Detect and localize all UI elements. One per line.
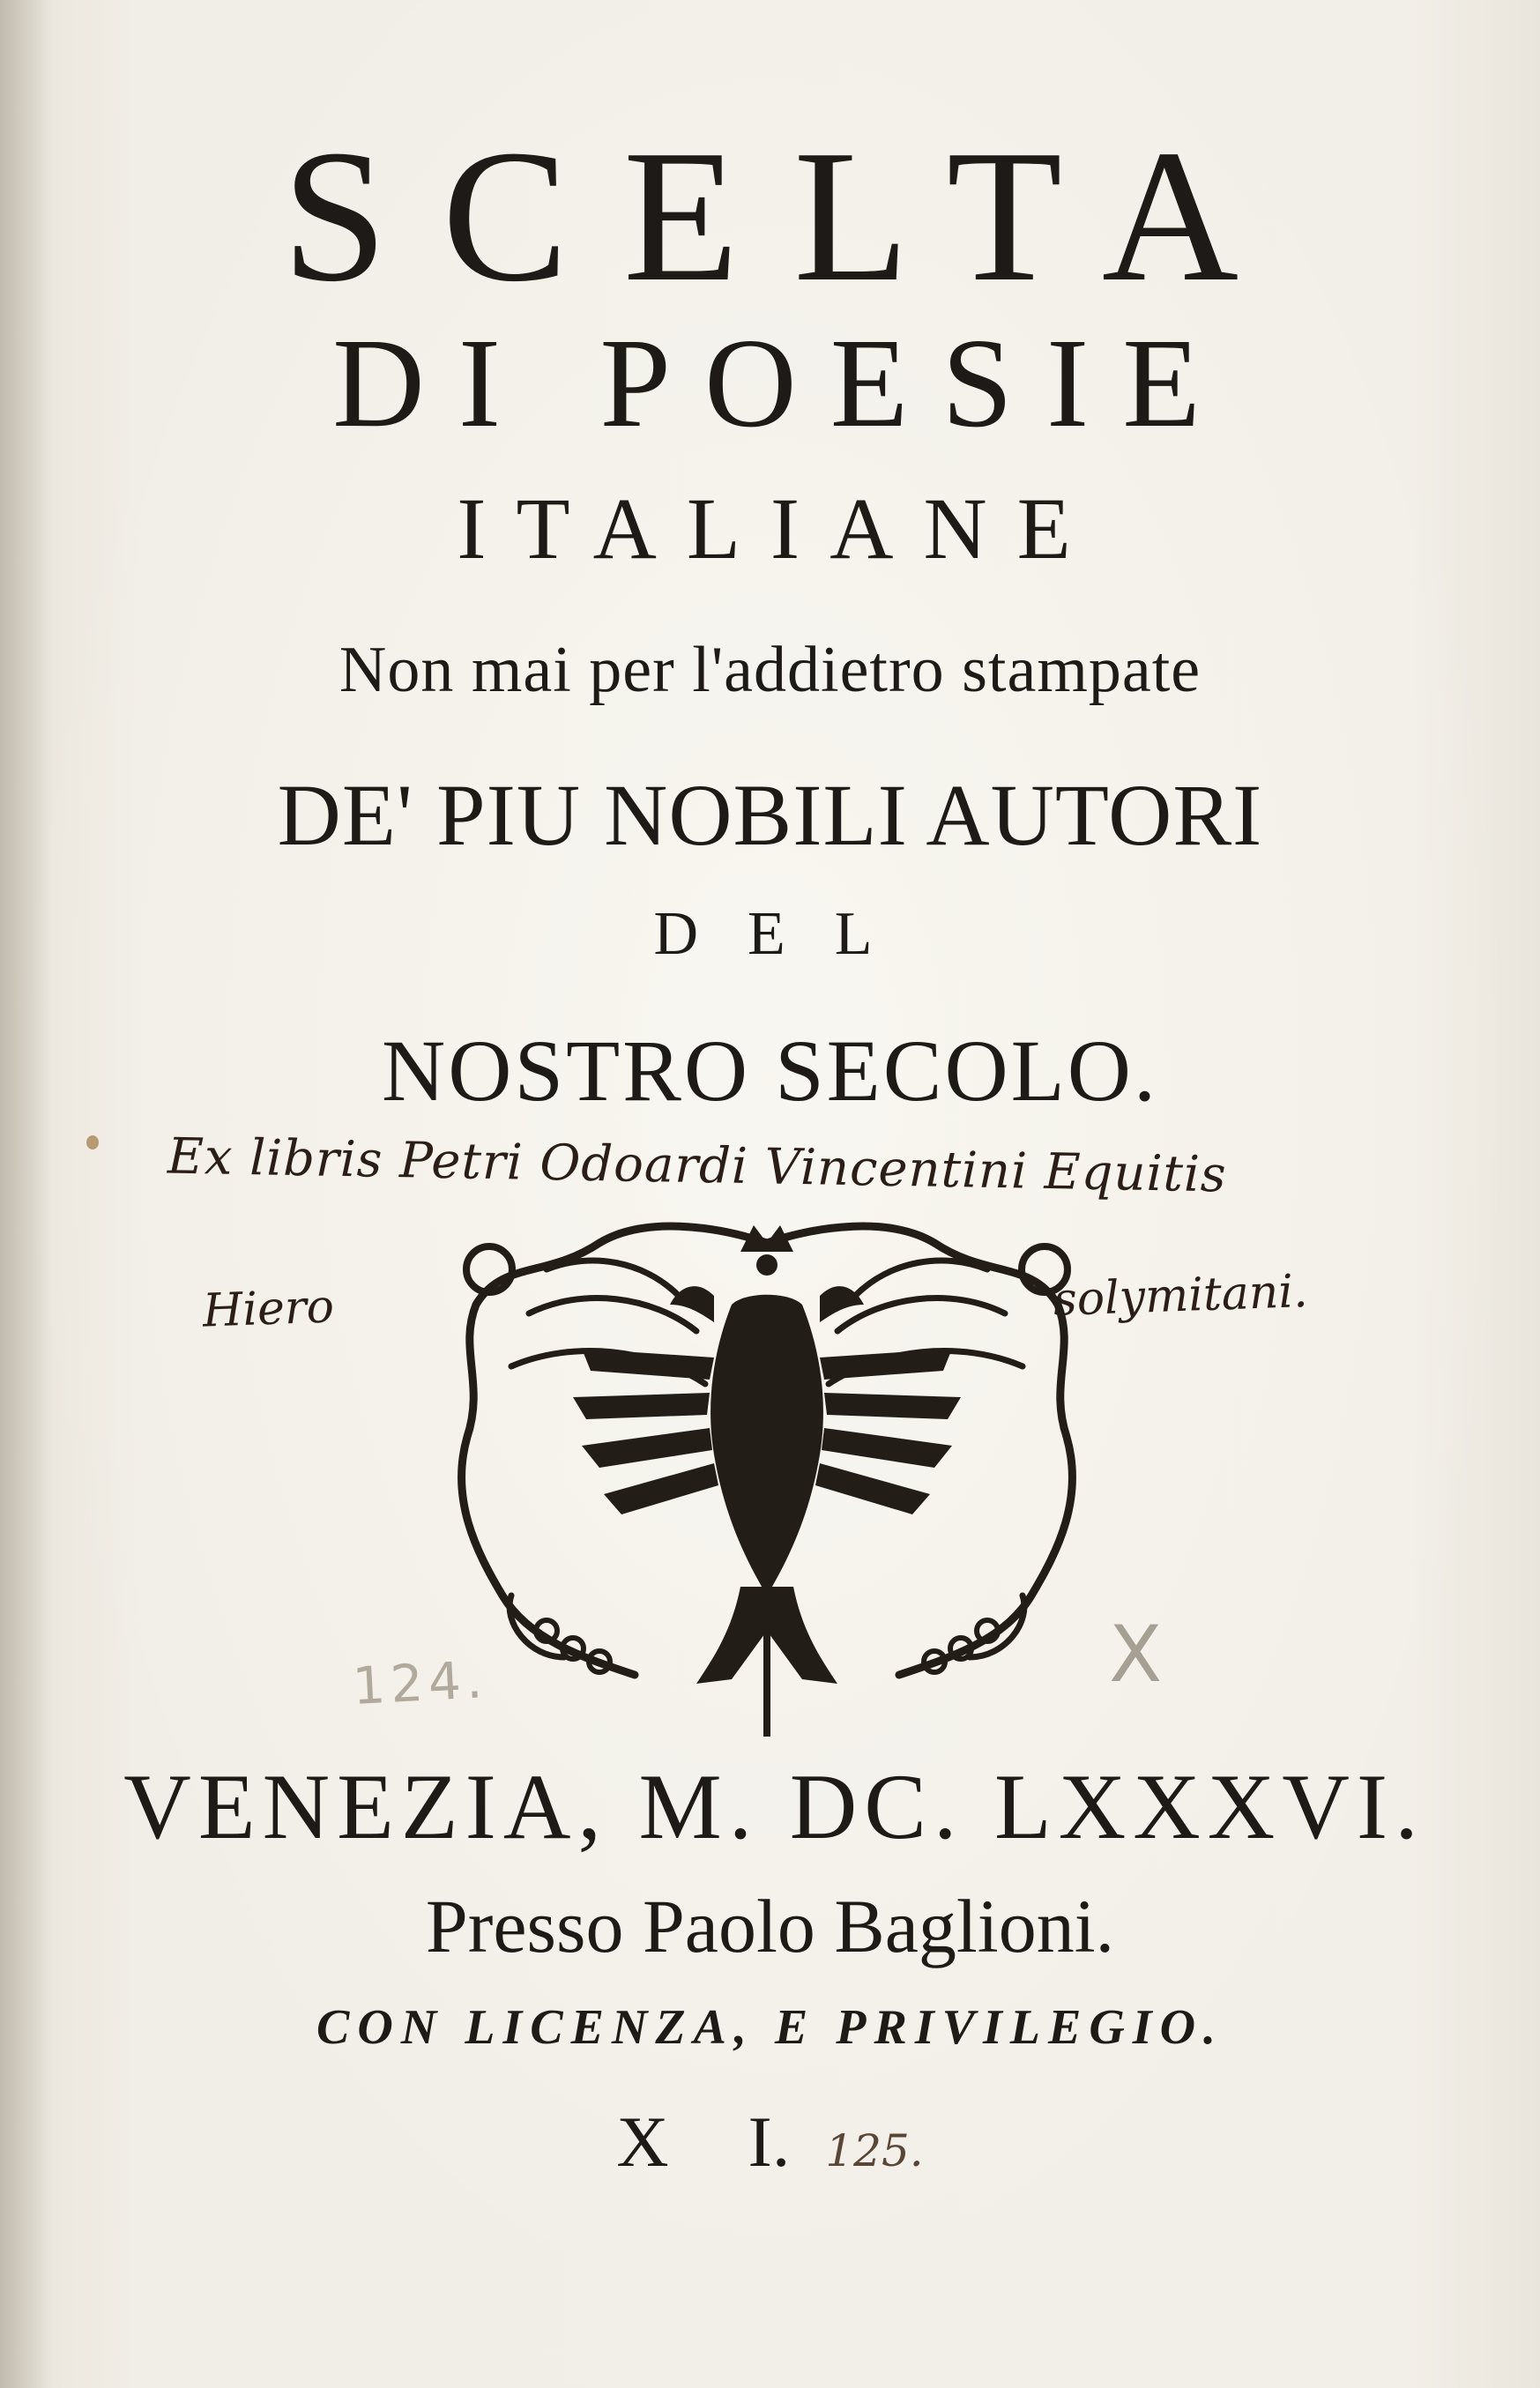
subtitle-autori: DE' PIU NOBILI AUTORI (277, 766, 1263, 864)
subtitle-italiane: ITALIANE (457, 480, 1101, 577)
imprint-printer: Presso Paolo Baglioni. (425, 1884, 1115, 1968)
double-headed-eagle-icon (450, 1216, 1084, 1745)
subtitle-non-mai: Non mai per l'addietro stampate (339, 634, 1201, 706)
pencil-x-mark: X (1109, 1609, 1163, 1700)
imprint-place-date: VENEZIA, M. DC. LXXXVI. (123, 1755, 1425, 1858)
subtitle-del: DEL (653, 900, 922, 968)
main-title: SCELTA (281, 110, 1294, 321)
subtitle-secolo: NOSTRO SECOLO. (382, 1022, 1158, 1120)
shelfmark-handwritten: 125. (825, 2125, 924, 2176)
imprint-licence: CON LICENZA, E PRIVILEGIO. (316, 2000, 1224, 2055)
shelfmark-i: I. (748, 2102, 791, 2182)
foxing-spot (86, 1135, 99, 1149)
shelfmark-x: X (616, 2102, 669, 2182)
ownership-inscription-right: solymitani. (1053, 1264, 1309, 1328)
ownership-inscription-left: Hiero (201, 1280, 335, 1338)
pencil-number-mark: 124. (351, 1649, 489, 1716)
subtitle-di-poesie: DI POESIE (332, 313, 1234, 454)
ownership-inscription-line1: Ex libris Petri Odoardi Vincentini Equitis (167, 1127, 1228, 1204)
shelfmark (0, 2098, 1540, 2195)
